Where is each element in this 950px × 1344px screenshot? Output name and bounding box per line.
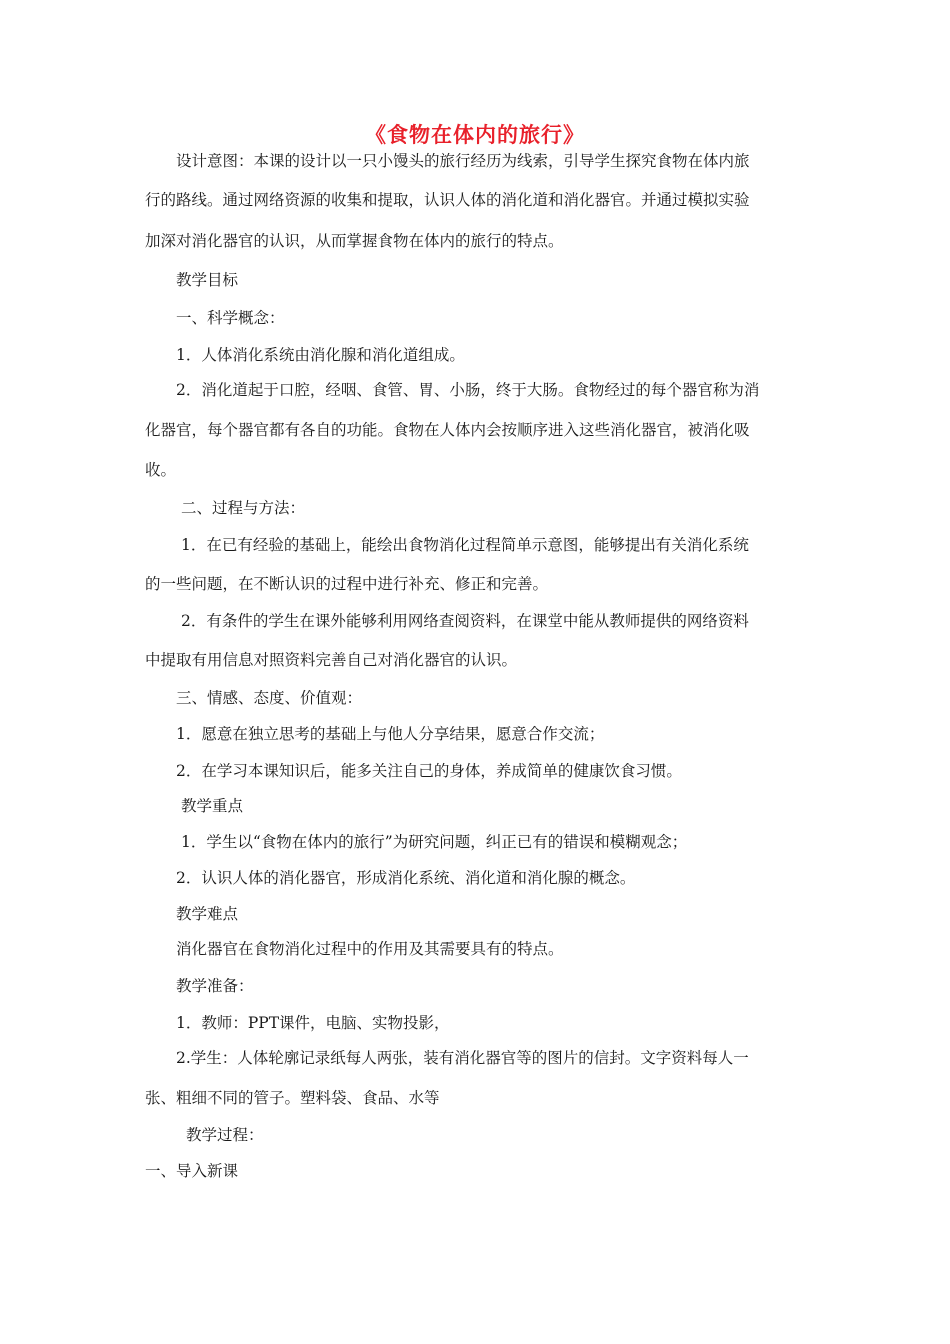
section-heading: 教学重点 (181, 797, 244, 815)
paragraph-line: 中提取有用信息对照资料完善自己对消化器官的认识。 (145, 651, 518, 669)
paragraph-line: 张、粗细不同的管子。塑料袋、食品、水等 (145, 1089, 440, 1107)
section-heading: 一、导入新课 (145, 1162, 239, 1180)
paragraph-line: 2．消化道起于口腔，经咽、食管、胃、小肠，终于大肠。食物经过的每个器官称为消 (176, 381, 760, 399)
paragraph-line: 行的路线。通过网络资源的收集和提取，认识人体的消化道和消化器官。并通过模拟实验 (145, 191, 750, 209)
paragraph-line: 的一些问题，在不断认识的过程中进行补充、修正和完善。 (145, 575, 549, 593)
paragraph-line: 1．教师：PPT课件，电脑、实物投影， (176, 1014, 450, 1032)
paragraph-line: 2.学生：人体轮廓记录纸每人两张，装有消化器官等的图片的信封。文字资料每人一 (176, 1049, 749, 1067)
paragraph-line: 1．在已有经验的基础上，能绘出食物消化过程简单示意图，能够提出有关消化系统 (181, 536, 749, 554)
paragraph-line: 2．认识人体的消化器官，形成消化系统、消化道和消化腺的概念。 (176, 869, 636, 887)
section-heading: 三、情感、态度、价值观： (176, 689, 363, 707)
section-heading: 教学难点 (176, 905, 239, 923)
paragraph-line: 消化器官在食物消化过程中的作用及其需要具有的特点。 (176, 940, 564, 958)
paragraph-line: 1．学生以“食物在体内的旅行”为研究问题，纠正已有的错误和模糊观念； (181, 833, 688, 851)
paragraph-line: 1．人体消化系统由消化腺和消化道组成。 (176, 346, 465, 364)
paragraph-line: 化器官，每个器官都有各自的功能。食物在人体内会按顺序进入这些消化器官，被消化吸 (145, 421, 750, 439)
paragraph-line: 2．在学习本课知识后，能多关注自己的身体，养成简单的健康饮食习惯。 (176, 762, 682, 780)
paragraph-line: 设计意图：本课的设计以一只小馒头的旅行经历为线索，引导学生探究食物在体内旅 (176, 152, 750, 170)
section-heading: 一、科学概念： (176, 309, 285, 327)
paragraph-line: 1．愿意在独立思考的基础上与他人分享结果，愿意合作交流； (176, 725, 605, 743)
section-heading: 教学过程： (186, 1126, 264, 1144)
section-heading: 教学准备： (176, 977, 254, 995)
paragraph-line: 加深对消化器官的认识，从而掌握食物在体内的旅行的特点。 (145, 232, 564, 250)
section-heading: 二、过程与方法： (181, 499, 306, 517)
section-heading: 教学目标 (176, 271, 239, 289)
paragraph-line: 收。 (145, 461, 177, 479)
document-title: 《食物在体内的旅行》 (365, 123, 585, 147)
paragraph-line: 2．有条件的学生在课外能够利用网络查阅资料，在课堂中能从教师提供的网络资料 (181, 612, 749, 630)
